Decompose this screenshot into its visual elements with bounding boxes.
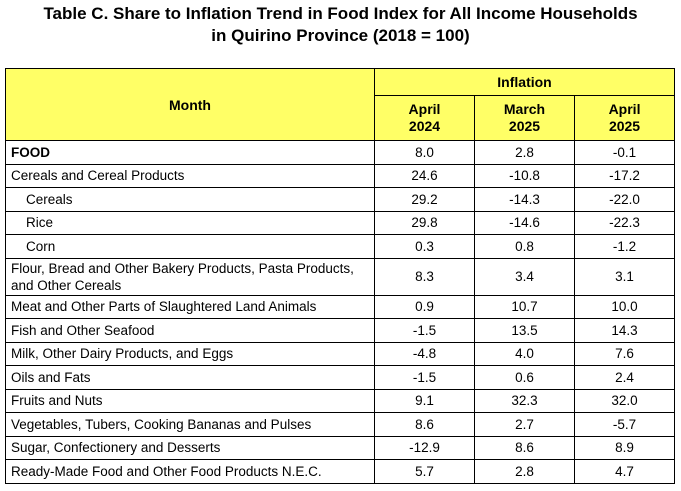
header-col-3 — [575, 96, 675, 141]
table-row — [6, 211, 675, 235]
header-col-3-month: April — [608, 101, 641, 117]
header-col-2 — [475, 96, 575, 141]
row-label: Vegetables, Tubers, Cooking Bananas and Pulses — [6, 413, 375, 437]
row-label: Corn — [6, 235, 375, 259]
cell-value: 3.4 — [475, 258, 575, 295]
cell-value: -0.1 — [575, 141, 675, 165]
cell-value: -22.0 — [575, 188, 675, 212]
header-col-1-year: 2024 — [408, 118, 441, 134]
table-row — [6, 319, 675, 343]
row-label: Cereals — [6, 188, 375, 212]
header-col-2-year: 2025 — [508, 118, 541, 134]
row-label: Fruits and Nuts — [6, 389, 375, 413]
table-row — [6, 258, 675, 295]
cell-value: 29.2 — [375, 188, 475, 212]
cell-value: -14.3 — [475, 188, 575, 212]
header-col-1 — [375, 96, 475, 141]
cell-value: 9.1 — [375, 389, 475, 413]
cell-value: 2.7 — [475, 413, 575, 437]
table-row — [6, 235, 675, 259]
row-label: Meat and Other Parts of Slaughtered Land Animals — [6, 295, 375, 319]
table-row — [6, 436, 675, 460]
cell-value: 7.6 — [575, 342, 675, 366]
row-label: Fish and Other Seafood — [6, 319, 375, 343]
row-label: Sugar, Confectionery and Desserts — [6, 436, 375, 460]
table-body — [6, 141, 675, 484]
table-title — [0, 3, 681, 47]
table-row — [6, 342, 675, 366]
cell-value: 13.5 — [475, 319, 575, 343]
cell-value: 10.7 — [475, 295, 575, 319]
table-row — [6, 188, 675, 212]
cell-value: -1.5 — [375, 319, 475, 343]
cell-value: 2.4 — [575, 366, 675, 390]
cell-value: 24.6 — [375, 164, 475, 188]
header-col-2-month: March — [503, 101, 546, 117]
cell-value: -1.5 — [375, 366, 475, 390]
table-row — [6, 389, 675, 413]
cell-value: -14.6 — [475, 211, 575, 235]
table-row — [6, 460, 675, 484]
header-inflation: Inflation — [375, 69, 675, 96]
cell-value: 29.8 — [375, 211, 475, 235]
cell-value: -1.2 — [575, 235, 675, 259]
row-label: Milk, Other Dairy Products, and Eggs — [6, 342, 375, 366]
row-label: Cereals and Cereal Products — [6, 164, 375, 188]
cell-value: -17.2 — [575, 164, 675, 188]
cell-value: 32.3 — [475, 389, 575, 413]
row-label: Ready-Made Food and Other Food Products N.E.C. — [6, 460, 375, 484]
cell-value: 0.8 — [475, 235, 575, 259]
cell-value: 8.6 — [375, 413, 475, 437]
cell-value: 2.8 — [475, 460, 575, 484]
title-line-1: Table C. Share to Inflation Trend in Food Index for All Income Households — [43, 4, 638, 23]
table-row — [6, 413, 675, 437]
cell-value: -12.9 — [375, 436, 475, 460]
cell-value: 8.3 — [375, 258, 475, 295]
row-label: FOOD — [6, 141, 375, 165]
table-row — [6, 141, 675, 165]
row-label: Oils and Fats — [6, 366, 375, 390]
cell-value: -4.8 — [375, 342, 475, 366]
cell-value: 4.7 — [575, 460, 675, 484]
row-label: Rice — [6, 211, 375, 235]
cell-value: 32.0 — [575, 389, 675, 413]
cell-value: 0.3 — [375, 235, 475, 259]
cell-value: -10.8 — [475, 164, 575, 188]
row-label: Flour, Bread and Other Bakery Products, Pasta Products, and Other Cereals — [6, 258, 375, 295]
cell-value: -5.7 — [575, 413, 675, 437]
header-col-1-month: April — [408, 101, 441, 117]
inflation-table — [5, 68, 675, 484]
cell-value: 8.6 — [475, 436, 575, 460]
table-row — [6, 295, 675, 319]
header-col-3-year: 2025 — [608, 118, 641, 134]
cell-value: 8.0 — [375, 141, 475, 165]
cell-value: 4.0 — [475, 342, 575, 366]
cell-value: 2.8 — [475, 141, 575, 165]
cell-value: 3.1 — [575, 258, 675, 295]
cell-value: 14.3 — [575, 319, 675, 343]
cell-value: 5.7 — [375, 460, 475, 484]
cell-value: 8.9 — [575, 436, 675, 460]
table-row — [6, 366, 675, 390]
cell-value: 10.0 — [575, 295, 675, 319]
cell-value: -22.3 — [575, 211, 675, 235]
title-line-2: in Quirino Province (2018 = 100) — [211, 26, 470, 45]
table-row — [6, 164, 675, 188]
header-month: Month — [6, 69, 375, 141]
table-header — [6, 69, 675, 141]
cell-value: 0.6 — [475, 366, 575, 390]
cell-value: 0.9 — [375, 295, 475, 319]
